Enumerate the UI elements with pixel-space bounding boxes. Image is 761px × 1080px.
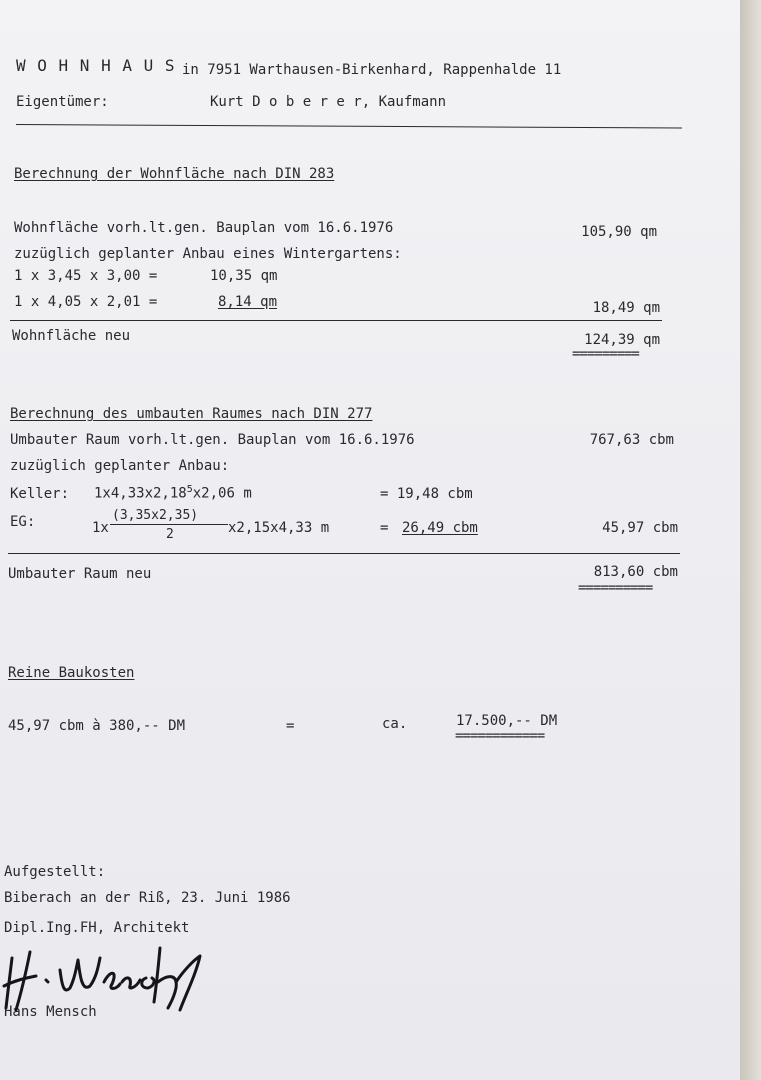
raum-heading: Berechnung des umbauten Raumes nach DIN 277 — [10, 406, 373, 422]
owner-value: Kurt D o b e r e r, Kaufmann — [210, 94, 447, 110]
place-date: Biberach an der Riß, 23. Juni 1986 — [4, 890, 291, 906]
wohnflaeche-total-underline: ========= — [572, 346, 639, 362]
prepared-label: Aufgestellt: — [4, 864, 106, 880]
kosten-equals: = — [286, 718, 295, 734]
wohnflaeche-calc1-expr: 1 x 3,45 x 3,00 = — [14, 268, 158, 284]
eg-denominator: 2 — [166, 527, 174, 542]
wohnflaeche-addition-text: zuzüglich geplanter Anbau eines Wintergartens: — [14, 246, 402, 262]
kosten-ca: ca. — [382, 716, 408, 732]
eg-label: EG: — [10, 514, 36, 530]
author-title: Dipl.Ing.FH, Architekt — [4, 920, 190, 936]
wohnflaeche-heading: Berechnung der Wohnfläche nach DIN 283 — [14, 166, 335, 182]
keller-expression — [94, 482, 252, 502]
keller-label: Keller: — [10, 486, 70, 502]
raum-total-underline: ========== — [578, 580, 653, 596]
kosten-value: 17.500,-- DM — [456, 713, 558, 729]
document-title: W O H N H A U S — [16, 56, 176, 75]
page-edge — [740, 0, 761, 1080]
keller-expr-post: x2,06 m — [192, 485, 252, 502]
keller-expr-sup: 5 — [186, 484, 193, 495]
wohnflaeche-calc2-result: 8,14 qm — [218, 294, 278, 310]
keller-result: = 19,48 cbm — [380, 486, 473, 502]
kosten-calc: 45,97 cbm à 380,-- DM — [8, 718, 186, 734]
eg-numerator: (3,35x2,35) — [112, 508, 199, 523]
eg-expr-pre: 1x — [92, 520, 109, 536]
wohnflaeche-existing-text: Wohnfläche vorh.lt.gen. Bauplan vom 16.6.1976 — [14, 220, 394, 236]
signature-image — [0, 930, 230, 1020]
wohnflaeche-calc1-result: 10,35 qm — [210, 268, 278, 284]
raum-total-value: 813,60 cbm — [593, 564, 678, 580]
wohnflaeche-total-label: Wohnfläche neu — [12, 328, 131, 344]
author-name: Hans Mensch — [4, 1004, 97, 1020]
raum-addition-text: zuzüglich geplanter Anbau: — [10, 458, 230, 474]
keller-expr-pre: 1x4,33x2,18 — [94, 485, 187, 502]
owner-label: Eigentümer: — [16, 94, 109, 110]
wohnflaeche-rule — [10, 320, 662, 321]
address-line: in 7951 Warthausen-Birkenhard, Rappenhalde 11 — [182, 62, 562, 78]
raum-total-label: Umbauter Raum neu — [8, 566, 152, 582]
raum-existing-value: 767,63 cbm — [589, 432, 674, 448]
eg-fraction-bar — [110, 524, 228, 525]
wohnflaeche-calc2-expr: 1 x 4,05 x 2,01 = — [14, 294, 158, 310]
raum-subtotal: 45,97 cbm — [602, 520, 678, 536]
wohnflaeche-subtotal: 18,49 qm — [592, 300, 660, 316]
eg-equals: = — [380, 520, 389, 536]
kosten-value-underline: ============ — [455, 728, 545, 744]
raum-rule — [8, 553, 680, 554]
wohnflaeche-total-value: 124,39 qm — [584, 332, 660, 348]
wohnflaeche-existing-value: 105,90 qm — [581, 224, 657, 240]
eg-result: 26,49 cbm — [402, 520, 478, 536]
eg-expr-post: x2,15x4,33 m — [228, 520, 330, 536]
kosten-heading: Reine Baukosten — [8, 665, 135, 681]
raum-existing-text: Umbauter Raum vorh.lt.gen. Bauplan vom 16.6.1976 — [10, 432, 415, 448]
